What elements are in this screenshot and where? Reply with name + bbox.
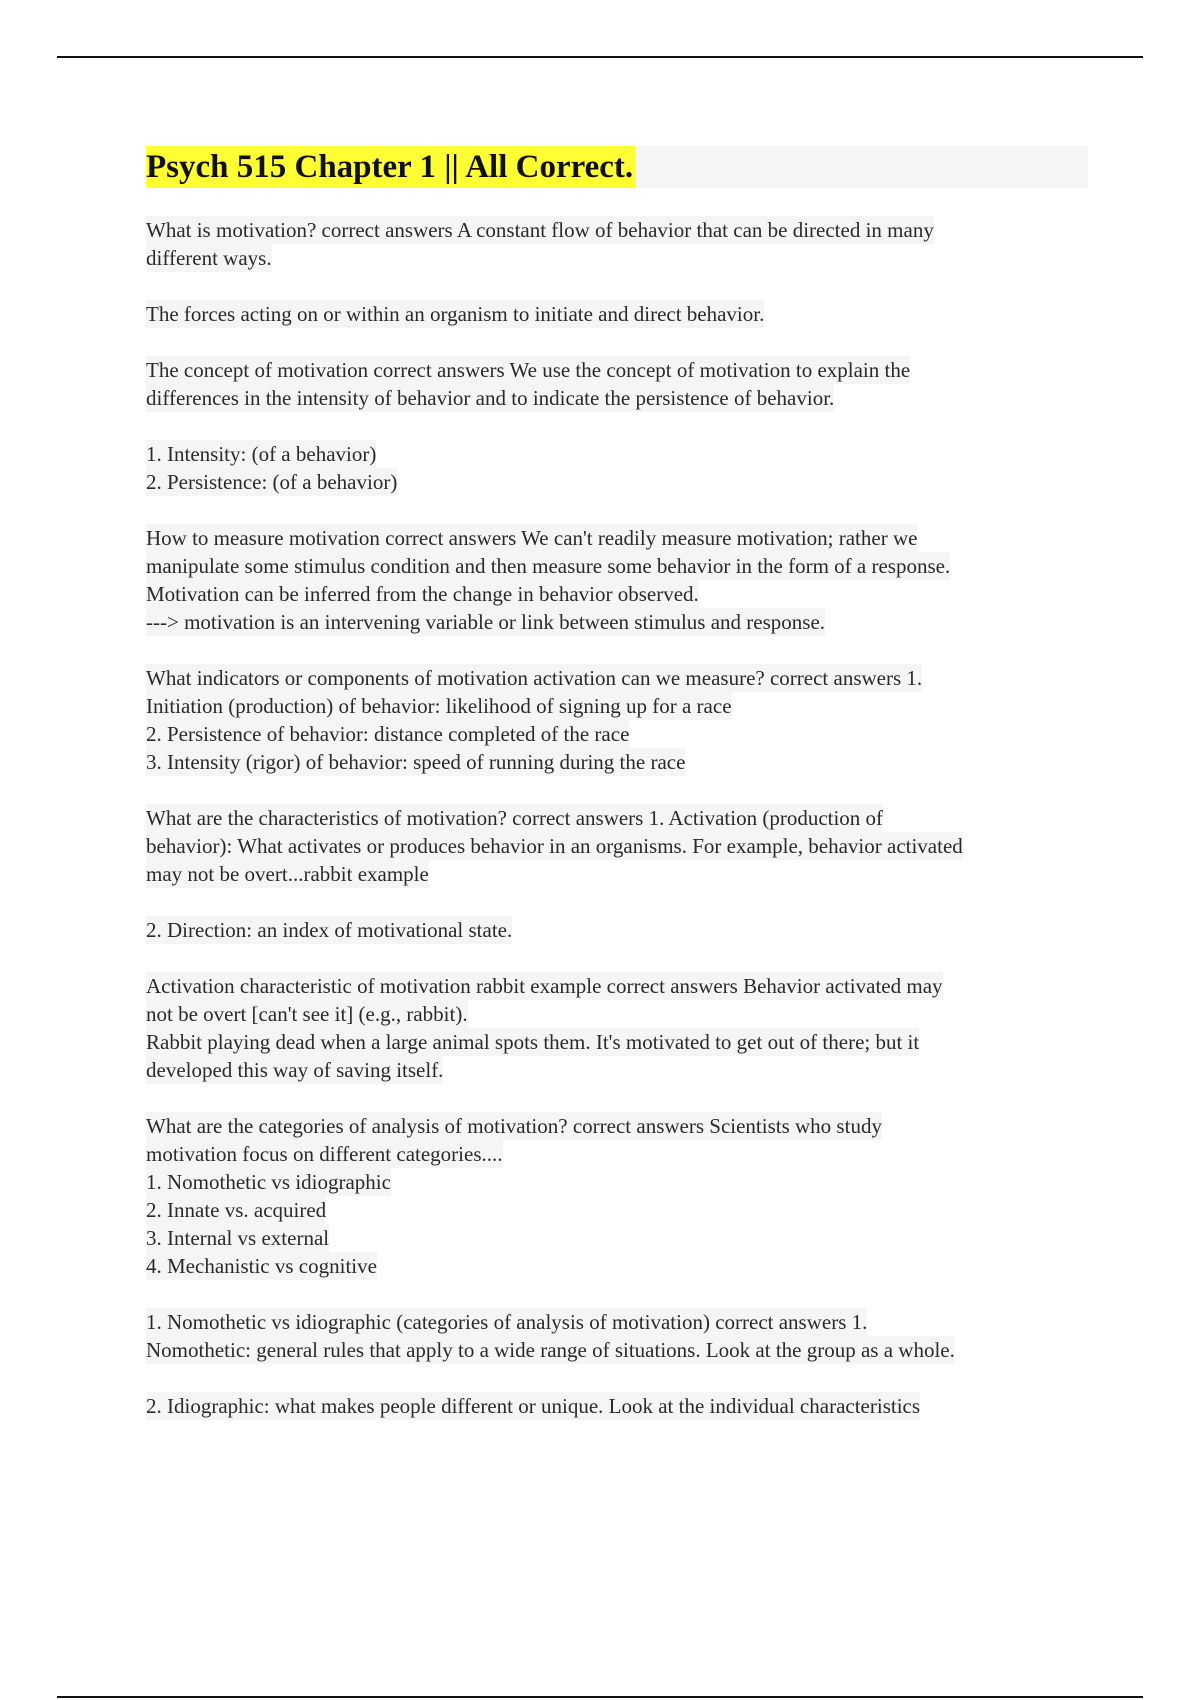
text-line: 4. Mechanistic vs cognitive [146, 1254, 377, 1278]
text-line: manipulate some stimulus condition and then measure some behavior in the form of a response. [146, 554, 951, 578]
paragraph [146, 972, 1088, 1084]
paragraph [146, 300, 1088, 328]
paragraph [146, 916, 1088, 944]
paragraph [146, 1308, 1088, 1364]
text-line: 2. Persistence of behavior: distance completed of the race [146, 722, 630, 746]
text-line: may not be overt...rabbit example [146, 862, 429, 886]
text-line: What is motivation? correct answers A constant flow of behavior that can be directed in many [146, 218, 934, 242]
paragraph [146, 524, 1088, 636]
text-line: The forces acting on or within an organism to initiate and direct behavior. [146, 302, 765, 326]
text-line: ---> motivation is an intervening variable or link between stimulus and response. [146, 610, 826, 634]
paragraph [146, 356, 1088, 412]
text-line: differences in the intensity of behavior and to indicate the persistence of behavior. [146, 386, 835, 410]
text-line: 3. Internal vs external [146, 1226, 330, 1250]
paragraph [146, 216, 1088, 272]
text-line: 2. Persistence: (of a behavior) [146, 470, 398, 494]
document-title: Psych 515 Chapter 1 || All Correct. [146, 146, 635, 188]
text-line: not be overt [can't see it] (e.g., rabbit). [146, 1002, 468, 1026]
text-line: Nomothetic: general rules that apply to a wide range of situations. Look at the group as a whole. [146, 1338, 955, 1362]
text-line: What are the characteristics of motivation? correct answers 1. Activation (production of [146, 806, 884, 830]
title-band [146, 146, 1088, 188]
text-line: What indicators or components of motivation activation can we measure? correct answers 1. [146, 666, 923, 690]
text-line: Motivation can be inferred from the change in behavior observed. [146, 582, 699, 606]
text-line: different ways. [146, 246, 272, 270]
text-line: What are the categories of analysis of motivation? correct answers Scientists who study [146, 1114, 882, 1138]
paragraph [146, 440, 1088, 496]
paragraph [146, 664, 1088, 776]
paragraph [146, 804, 1088, 888]
text-line: 1. Intensity: (of a behavior) [146, 442, 377, 466]
top-rule [57, 56, 1143, 58]
text-line: 1. Nomothetic vs idiographic (categories of analysis of motivation) correct answers 1. [146, 1310, 868, 1334]
text-line: developed this way of saving itself. [146, 1058, 444, 1082]
text-line: behavior): What activates or produces behavior in an organisms. For example, behavior activated [146, 834, 963, 858]
text-line: motivation focus on different categories.... [146, 1142, 503, 1166]
text-line: 2. Idiographic: what makes people different or unique. Look at the individual characteristics [146, 1394, 921, 1418]
text-line: How to measure motivation correct answers We can't readily measure motivation; rather we [146, 526, 918, 550]
text-line: 2. Direction: an index of motivational state. [146, 918, 513, 942]
text-line: 1. Nomothetic vs idiographic [146, 1170, 391, 1194]
text-line: Rabbit playing dead when a large animal spots them. It's motivated to get out of there; but it [146, 1030, 920, 1054]
text-line: 2. Innate vs. acquired [146, 1198, 327, 1222]
text-line: Initiation (production) of behavior: likelihood of signing up for a race [146, 694, 732, 718]
text-line: The concept of motivation correct answers We use the concept of motivation to explain the [146, 358, 911, 382]
text-line: Activation characteristic of motivation rabbit example correct answers Behavior activated may [146, 974, 943, 998]
paragraph [146, 1112, 1088, 1280]
paragraph-list [146, 216, 1088, 1420]
paragraph [146, 1392, 1088, 1420]
document-body [146, 146, 1088, 1448]
text-line: 3. Intensity (rigor) of behavior: speed of running during the race [146, 750, 686, 774]
bottom-rule [57, 1696, 1143, 1698]
